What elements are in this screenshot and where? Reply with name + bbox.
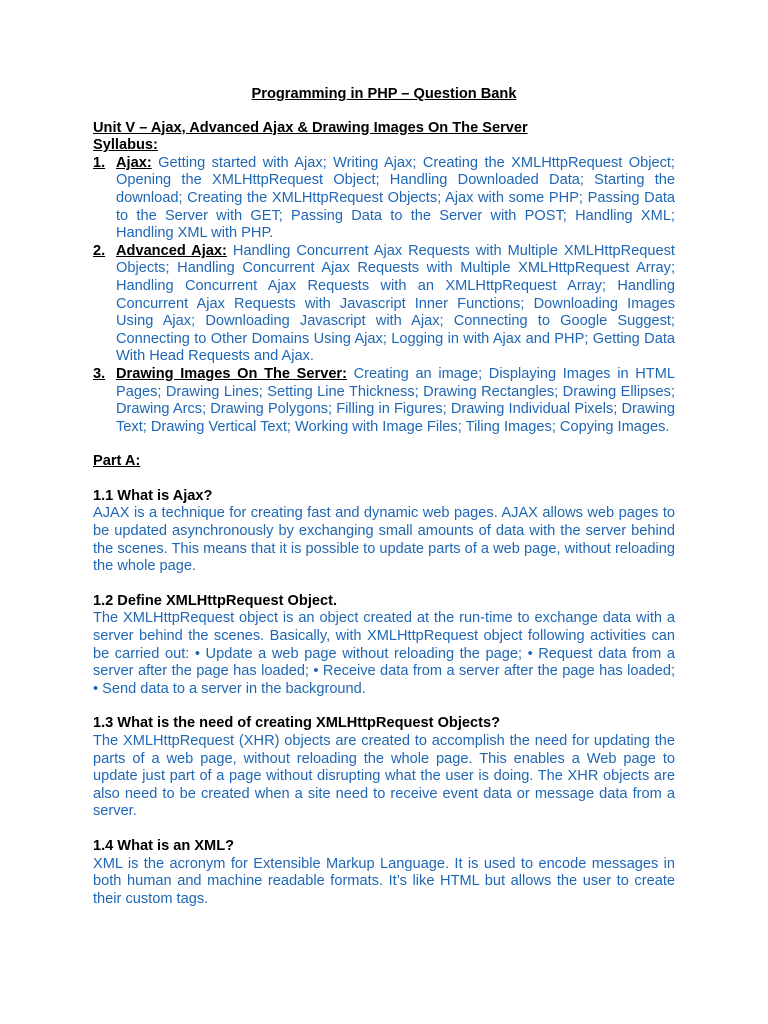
question-text: What is Ajax?	[117, 487, 213, 504]
question-block	[93, 715, 675, 821]
answer-text: The XMLHttpRequest object is an object created at the run-time to exchange data with a server behind the scenes. Basically, with XMLHttpRequest object following activities can be carried out: • Update a web page without reloading the page; • Request data from a server after the page has loaded; • Receive data from a server after the page has loaded; • Send data to a server in the background.	[93, 610, 675, 697]
question-text: Define XMLHttpRequest Object.	[117, 592, 338, 609]
syllabus-item-heading: Advanced Ajax:	[116, 242, 227, 259]
question-number: 1.2	[93, 592, 114, 609]
question-number: 1.3	[93, 715, 114, 732]
part-heading: Part A:	[93, 453, 141, 470]
question-block	[93, 838, 675, 908]
syllabus-item	[93, 155, 675, 243]
question-block	[93, 593, 675, 699]
syllabus-item-text: Handling Concurrent Ajax Requests with Multiple XMLHttpRequest Objects; Handling Concurrent Ajax Requests with Multiple XMLHttpRequest Array; Handling Concurrent Ajax Requests with an XMLHttpRequest Array; Handling Concurrent Ajax Requests with Javascript Inner Functions; Downloading Images Using Ajax; Downloading Javascript with Ajax; Connecting to Google Suggest; Connecting to Other Domains Using Ajax; Logging in with Ajax and PHP; Getting Data With Head Requests and Ajax.	[116, 242, 675, 365]
unit-heading: Unit V – Ajax, Advanced Ajax & Drawing Images On The Server	[93, 119, 528, 136]
document-title: Programming in PHP – Question Bank	[251, 86, 517, 102]
answer-text: XML is the acronym for Extensible Markup Language. It is used to encode messages in both human and machine readable formats. It’s like HTML but allows the user to create their custom tags.	[93, 855, 675, 907]
question-text: What is an XML?	[117, 837, 235, 854]
syllabus-item-number: 3.	[93, 365, 106, 382]
syllabus-item-heading: Drawing Images On The Server:	[116, 365, 347, 382]
question-text: What is the need of creating XMLHttpRequest Objects?	[117, 715, 501, 732]
question-number: 1.1	[93, 487, 114, 504]
syllabus-item-text: Getting started with Ajax; Writing Ajax; Creating the XMLHttpRequest Object; Opening the XMLHttpRequest Object; Handling Downloaded Data; Starting the download; Creating the XMLHttpRequest Objects; Ajax with some PHP; Passing Data to the Server with GET; Passing Data to the Server with POST; Handling XML; Handling XML with PHP.	[116, 154, 675, 242]
question-title	[93, 488, 675, 506]
question-title	[93, 715, 675, 733]
syllabus-item-text: Creating an image; Displaying Images in HTML Pages; Drawing Lines; Setting Line Thickness; Drawing Rectangles; Drawing Ellipses; Drawing Arcs; Drawing Polygons; Filling in Figures; Drawing Individual Pixels; Drawing Text; Drawing Vertical Text; Working with Image Files; Tiling Images; Copying Images.	[116, 365, 675, 435]
syllabus-label: Syllabus:	[93, 137, 158, 154]
question-title	[93, 838, 675, 856]
question-title	[93, 593, 675, 611]
syllabus-item	[93, 243, 675, 366]
answer-text: AJAX is a technique for creating fast and dynamic web pages. AJAX allows web pages to be updated asynchronously by exchanging small amounts of data with the server behind the scenes. This means that it is possible to update parts of a web page, without reloading the whole page.	[93, 505, 675, 575]
syllabus-list	[93, 155, 675, 437]
syllabus-item-number: 2.	[93, 242, 106, 259]
syllabus-item-number: 1.	[93, 154, 106, 171]
answer-text: The XMLHttpRequest (XHR) objects are created to accomplish the need for updating the parts of a web page, without reloading the whole page. This enables a Web page to update just part of a page without disrupting what the user is doing. The XHR objects are also need to be created when a site need to receive event data or message data from a server.	[93, 733, 675, 820]
syllabus-item-body	[116, 155, 675, 243]
syllabus-item-body	[116, 366, 675, 436]
syllabus-item-body	[116, 243, 675, 366]
question-block	[93, 488, 675, 576]
syllabus-item	[93, 366, 675, 436]
question-number: 1.4	[93, 837, 114, 854]
syllabus-item-heading: Ajax:	[116, 154, 152, 171]
document-page	[93, 86, 675, 925]
